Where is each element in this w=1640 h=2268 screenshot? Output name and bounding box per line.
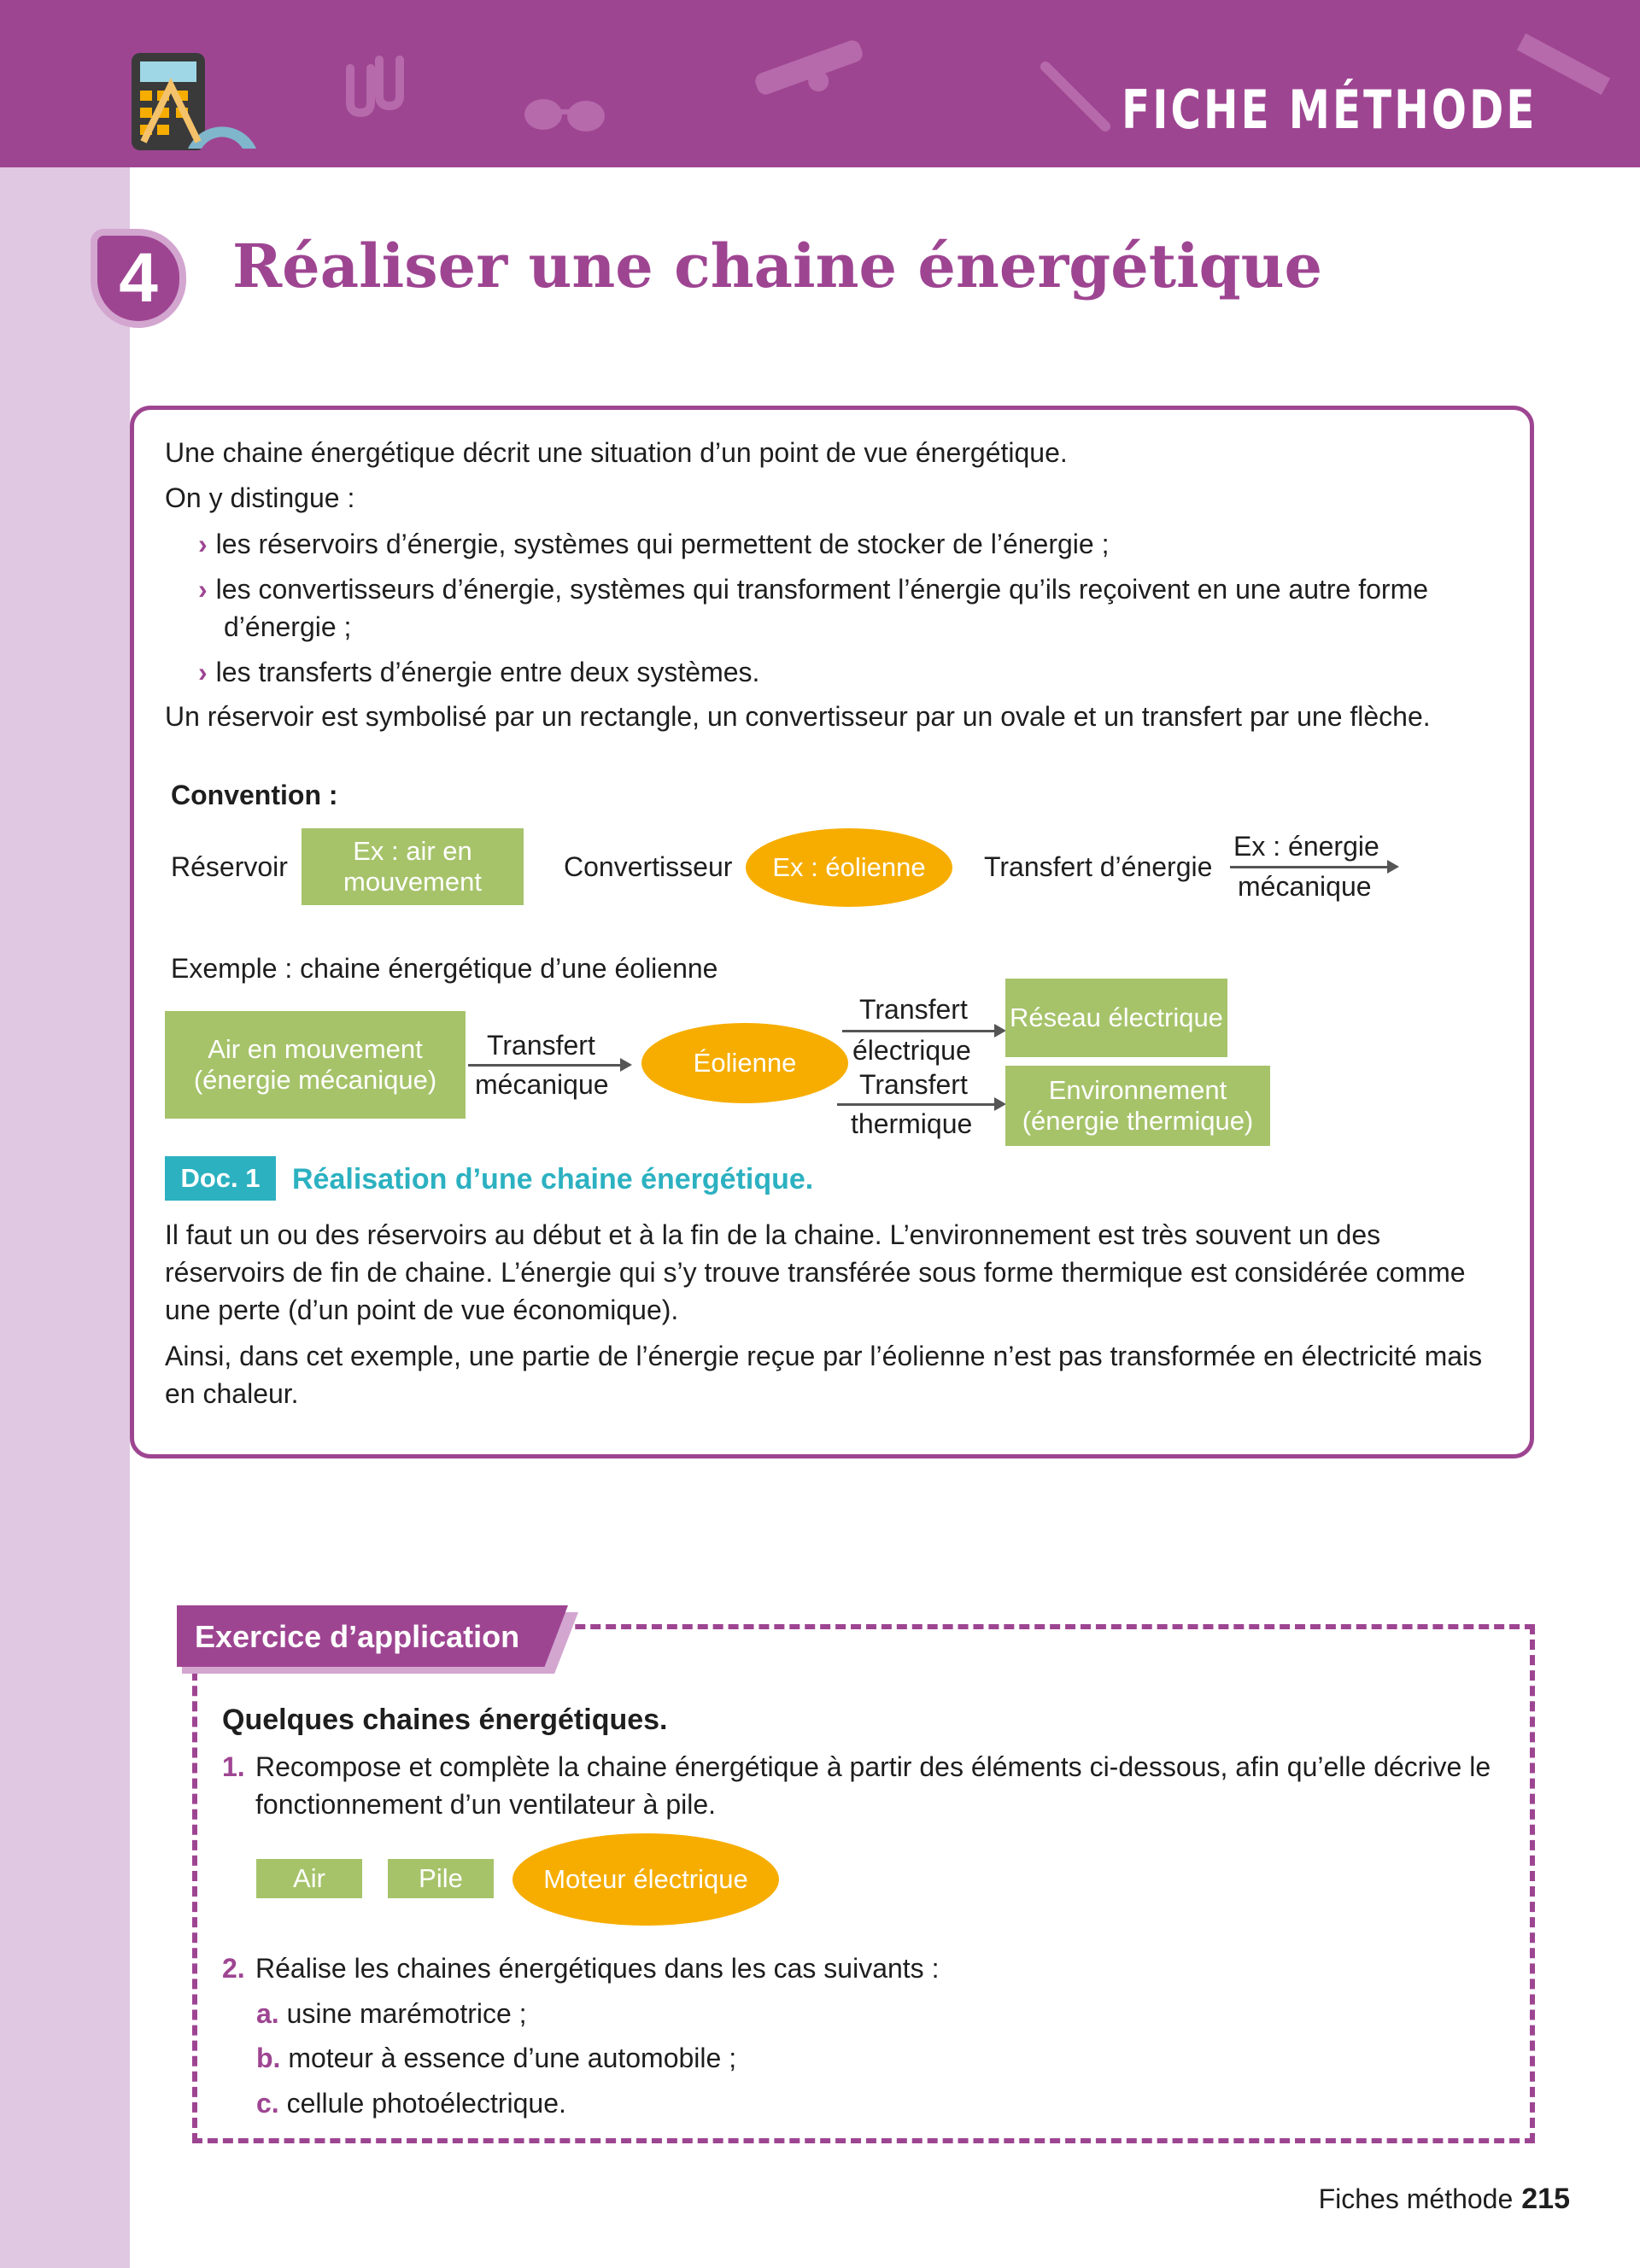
target-reservoir-network: Réseau électrique — [1005, 979, 1227, 1057]
footer-label: Fiches méthode — [1318, 2183, 1514, 2214]
bullet-item — [198, 570, 1428, 608]
doc-title: Réalisation d’une chaine énergétique. — [292, 1163, 814, 1195]
item-oval-motor: Moteur électrique — [512, 1833, 779, 1926]
question-num: 1. — [222, 1751, 245, 1782]
page-footer — [1319, 2183, 1570, 2216]
example-heading: Exemple : chaine énergétique d’une éolienne — [171, 953, 718, 984]
converter-example-oval: Ex : éolienne — [746, 828, 952, 907]
bullet-item — [198, 525, 1109, 563]
glasses-icon — [521, 82, 610, 142]
question-number — [222, 1748, 245, 1786]
question-text: Réalise les chaines énergétiques dans les cas suivants : — [255, 1953, 940, 1984]
bullet-text: les convertisseurs d’énergie, systèmes qui transforment l’énergie qu’ils reçoivent en une autre forme — [215, 574, 1429, 605]
method-number-badge: 4 — [91, 229, 186, 328]
exercise-tab-label: Exercice d’application — [195, 1619, 520, 1654]
chevron-right-icon: › — [198, 529, 208, 559]
page-title: Réaliser une chaine énergétique — [232, 231, 1323, 301]
symbol-line: Un réservoir est symbolisé par un rectangle, un convertisseur par un ovale et un transfert par une flèche. — [165, 701, 1431, 732]
transfer-bottom-label: thermique — [851, 1108, 973, 1139]
doc-paragraph: Il faut un ou des réservoirs au début et à la fin de la chaine. L’environnement est très souvent un des réservoirs de fin de chaine. L’énergie qui s’y trouve transférée sous forme thermique est considérée comme une perte (d’un point de vue économique). — [165, 1219, 1466, 1325]
item-rect-battery: Pile — [388, 1859, 494, 1898]
diploma-icon — [745, 29, 873, 106]
transfer-top-label: Transfert — [487, 1030, 595, 1061]
transfer-bottom-label: électrique — [852, 1035, 971, 1066]
case-text: cellule photoélectrique. — [286, 2088, 566, 2119]
case-text: usine marémotrice ; — [286, 1998, 527, 2029]
intro-line: Une chaine énergétique décrit une situation d’un point de vue énergétique. — [165, 437, 1068, 468]
bullet-item — [198, 653, 759, 691]
case-letter: a. — [256, 1998, 279, 2029]
page-number: 215 — [1521, 2183, 1570, 2215]
transfer-top-label: Transfert — [859, 1069, 968, 1100]
transfer-top-label: Transfert — [859, 994, 968, 1025]
case-item — [256, 2084, 566, 2122]
exercise-heading: Quelques chaines énergétiques. — [222, 1704, 668, 1736]
question-text: Recompose et complète la chaine énergétique à partir des éléments ci-dessous, afin qu’elle décrive le fonctionnement d’un ventilateur à pile. — [255, 1751, 1491, 1820]
test-tubes-icon — [335, 43, 412, 120]
chevron-right-icon: › — [198, 574, 208, 605]
left-margin-band — [0, 167, 130, 2268]
question-number — [222, 1949, 245, 1987]
source-reservoir: Air en mouvement (énergie mécanique) — [165, 1011, 466, 1119]
convention-heading: Convention : — [171, 780, 338, 810]
reservoir-label: Réservoir — [171, 851, 288, 882]
transfer-example-bottom: mécanique — [1238, 871, 1372, 902]
question-num: 2. — [222, 1953, 245, 1984]
case-item — [256, 1995, 527, 2032]
section-label: FICHE MÉTHODE — [1122, 79, 1538, 141]
converter-oval: Éolienne — [641, 1023, 848, 1103]
bullet-continuation: d’énergie ; — [224, 611, 352, 642]
target-reservoir-environment: Environnement (énergie thermique) — [1005, 1066, 1270, 1146]
case-letter: b. — [256, 2043, 281, 2073]
case-item — [256, 2039, 736, 2077]
converter-label: Convertisseur — [564, 851, 733, 882]
doc-badge: Doc. 1 — [165, 1156, 276, 1201]
transfer-label: Transfert d’énergie — [984, 851, 1213, 882]
chevron-right-icon: › — [198, 657, 208, 687]
item-rect-air: Air — [256, 1859, 362, 1898]
pen-icon — [1035, 56, 1121, 142]
intro-line: On y distingue : — [165, 482, 355, 513]
bullet-text: les transferts d’énergie entre deux systèmes. — [215, 657, 760, 687]
case-text: moteur à essence d’une automobile ; — [288, 2043, 737, 2073]
bullet-text: les réservoirs d’énergie, systèmes qui permettent de stocker de l’énergie ; — [215, 529, 1110, 559]
doc-paragraph: Ainsi, dans cet exemple, une partie de l’énergie reçue par l’éolienne n’est pas transformée en électricité mais en chaleur. — [165, 1341, 1483, 1409]
case-letter: c. — [256, 2088, 279, 2119]
calculator-icon — [126, 48, 263, 157]
transfer-bottom-label: mécanique — [475, 1069, 609, 1100]
transfer-example-top: Ex : énergie — [1233, 831, 1379, 862]
reservoir-example-rect: Ex : air en mouvement — [302, 828, 524, 905]
